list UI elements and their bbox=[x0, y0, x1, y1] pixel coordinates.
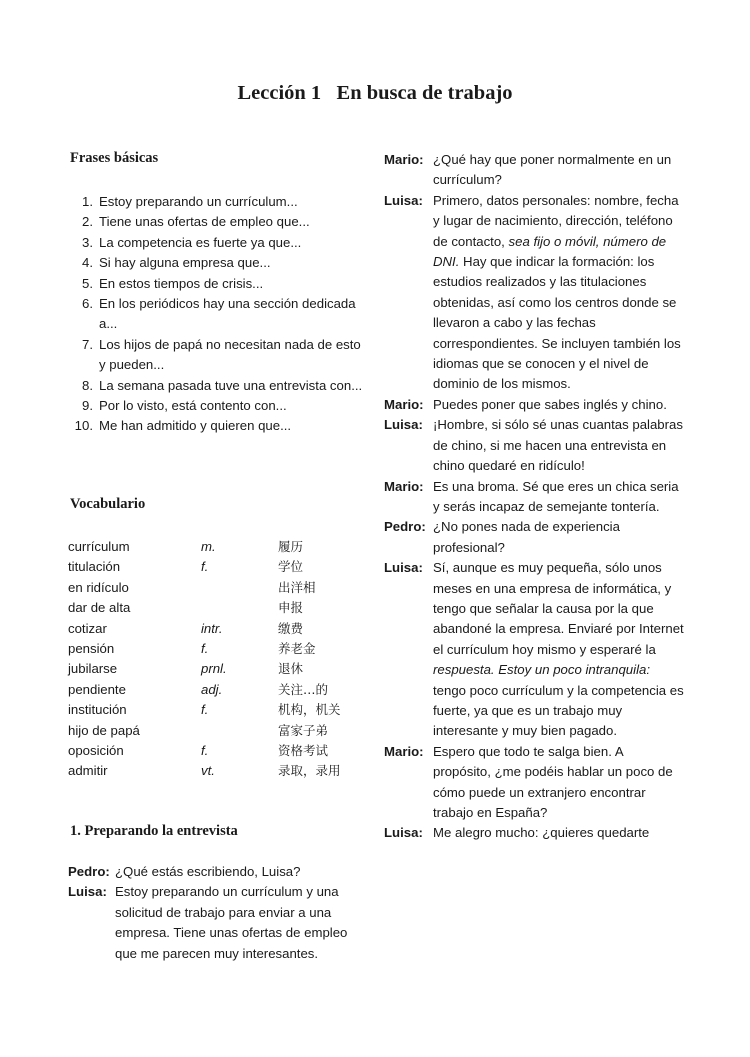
vocab-row: institución f. 机构，机关 bbox=[68, 702, 341, 718]
vocab-row: hijo de papá 富家子弟 bbox=[68, 722, 329, 738]
dialog-turn bbox=[384, 823, 684, 843]
utterance: ¿Qué estás escribiendo, Luisa? bbox=[115, 864, 301, 879]
vocab-row: oposición f. 资格考试 bbox=[68, 742, 329, 758]
utterance: Me alegro mucho: ¿quieres quedarte bbox=[433, 825, 650, 841]
speaker: Luisa: bbox=[384, 825, 423, 841]
vocab-row: pendiente adj. 关注…的 bbox=[68, 681, 329, 697]
dialog-turn bbox=[384, 395, 684, 415]
speaker: Luisa: bbox=[384, 417, 423, 433]
utterance: Estoy preparando un currículum y una solicitud de trabajo para enviar a una empresa. Tiene unas ofertas de empleo que me parecen muy interesantes. bbox=[115, 884, 348, 961]
speaker: Pedro: bbox=[384, 519, 426, 535]
dialog-turn bbox=[384, 191, 684, 395]
section-heading: 1. Preparando la entrevista bbox=[70, 823, 238, 839]
speaker: Luisa: bbox=[68, 884, 107, 900]
utterance: Puedes poner que sabes inglés y chino. bbox=[433, 396, 667, 412]
vocab-row: dar de alta 申报 bbox=[68, 600, 304, 616]
speaker: Mario: bbox=[384, 743, 424, 759]
vocabulario-heading: Vocabulario bbox=[70, 496, 146, 512]
list-item: 10. Me han admitido y quieren que... bbox=[74, 418, 292, 434]
dialog-turn bbox=[384, 517, 684, 558]
lesson-title: Lección 1 En busca de trabajo bbox=[237, 82, 513, 104]
dialog-turn bbox=[384, 742, 684, 824]
list-item: 8. La semana pasada tuve una entrevista con... bbox=[82, 377, 363, 393]
vocab-row: jubilarse prnl. 退休 bbox=[68, 661, 304, 677]
list-item: 9. Por lo visto, está contento con... bbox=[82, 398, 287, 414]
vocab-row: titulación f. 学位 bbox=[68, 559, 304, 575]
speaker: Luisa: bbox=[384, 560, 423, 576]
speaker: Luisa: bbox=[384, 192, 423, 208]
speaker: Pedro: bbox=[68, 864, 110, 879]
list-item: 3. La competencia es fuerte ya que... bbox=[82, 234, 302, 250]
vocab-row: admitir vt. 录取，录用 bbox=[68, 763, 341, 779]
vocab-table bbox=[68, 537, 368, 782]
dialog-turn bbox=[384, 558, 684, 742]
utterance: ¿No pones nada de experiencia profesional? bbox=[433, 519, 620, 555]
utterance: Es una broma. Sé que eres un chica seria y serás incapaz de semejante tontería. bbox=[433, 478, 679, 514]
speaker: Mario: bbox=[384, 396, 424, 412]
vocab-row: cotizar intr. 缴费 bbox=[68, 620, 304, 636]
vocab-row: pensión f. 养老金 bbox=[68, 640, 316, 656]
utterance: ¿Qué hay que poner normalmente en un currículum? bbox=[433, 152, 672, 188]
list-item: 6. En los periódicos hay una sección dedicada a... bbox=[82, 296, 356, 332]
frases-heading: Frases básicas bbox=[70, 150, 159, 166]
utterance: Espero que todo te salga bien. A propósito, ¿me podéis hablar un poco de cómo puede un extranjero encontrar trabajo en España? bbox=[433, 743, 673, 820]
dialog-left bbox=[68, 862, 368, 964]
list-item: 4. Si hay alguna empresa que... bbox=[82, 255, 271, 271]
dialog-turn bbox=[384, 477, 684, 518]
utterance: Sí, aunque es muy pequeña, sólo unos meses en una empresa de informática, y tengo que señalar la causa por la que abandoné la empresa. Enviaré por Internet el currículum hoy mismo y esperaré la respuesta. Estoy un poco intranquila: tengo poco currículum y la competencia es fuerte, ya que es un trabajo muy interesante y muy bien pagado. bbox=[433, 560, 684, 739]
speaker: Mario: bbox=[384, 152, 424, 167]
speaker: Mario: bbox=[384, 478, 424, 494]
vocab-row: en ridículo 出洋相 bbox=[68, 579, 316, 595]
list-item: 7. Los hijos de papá no necesitan nada de esto y pueden... bbox=[82, 336, 361, 373]
dialog-right bbox=[384, 150, 684, 844]
list-item: 2. Tiene unas ofertas de empleo que... bbox=[82, 214, 310, 230]
phrase-list bbox=[68, 192, 368, 437]
dialog-turn bbox=[384, 415, 684, 476]
utterance: Primero, datos personales: nombre, fecha y lugar de nacimiento, dirección, teléfono de contacto, sea fijo o móvil, número de DNI. Hay que indicar la formación: los estudios realizados y las titulaciones obtenidas, así como los centros donde se llevaron a cabo y las fechas correspondientes. Se incluyen también los idiomas que se conocen y el nivel de dominio de los mismos. bbox=[433, 192, 681, 392]
list-item: 5. En estos tiempos de crisis... bbox=[82, 275, 264, 291]
vocab-row: currículum m. 履历 bbox=[68, 539, 304, 554]
dialog-turn bbox=[384, 150, 684, 191]
dialog-turn bbox=[68, 882, 368, 964]
list-item: 1. Estoy preparando un currículum... bbox=[82, 194, 298, 209]
dialog-turn bbox=[68, 862, 368, 882]
utterance: ¡Hombre, si sólo sé unas cuantas palabras de chino, si me hacen una entrevista en chino quedaré en ridículo! bbox=[433, 417, 683, 474]
